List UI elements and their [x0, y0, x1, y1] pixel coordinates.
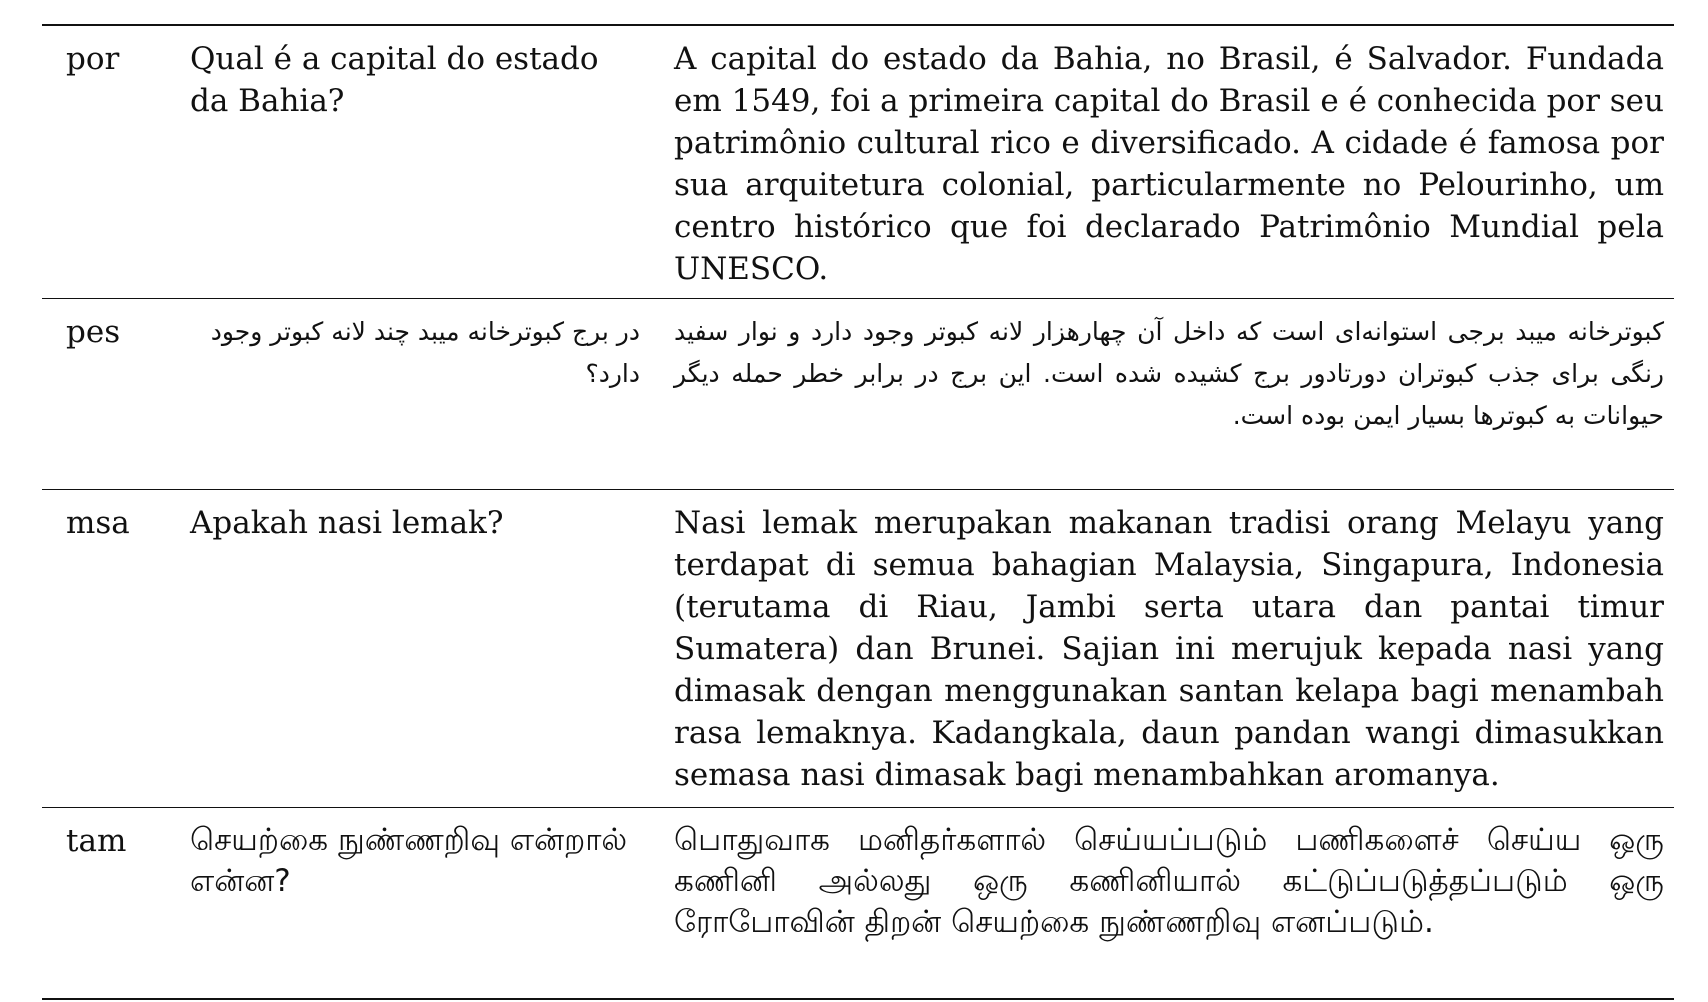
table-row-por: [42, 26, 1674, 298]
answer-cell: Nasi lemak merupakan makanan tradisi orang Melayu yang terdapat di semua bahagian Malaysia, Singapura, Indonesia (terutama di Riau, Jambi serta utara dan pantai timur Sumatera) dan Brunei. Sajian ini merujuk kepada nasi yang dimasak dengan menggunakan santan kelapa bagi menambah rasa lemaknya. Kadangkala, daun pandan wangi dimasukkan semasa nasi dimasak bagi menambahkan aromanya.: [674, 505, 1664, 793]
table-bottom-rule: [42, 998, 1674, 1000]
language-code: msa: [66, 505, 130, 541]
qa-table: [42, 24, 1674, 1000]
answer-cell: A capital do estado da Bahia, no Brasil, é Salvador. Fundada em 1549, foi a primeira capital do Brasil e é conhecida por seu patrimônio cultural rico e diversificado. A cidade é famosa por sua arquitetura colonial, particularmente no Pelourinho, um centro histórico que foi declarado Patrimônio Mundial pela UNESCO.: [674, 41, 1664, 287]
question-cell: Apakah nasi lemak?: [190, 505, 504, 541]
language-code: pes: [66, 314, 121, 350]
table-row-msa: [42, 490, 1674, 807]
language-code: por: [66, 41, 120, 77]
question-cell: செயற்கை நுண்ணறிவு என்றால் என்ன?: [190, 822, 628, 899]
table-row-tam: [42, 808, 1674, 998]
question-cell: Qual é a capital do estado da Bahia?: [190, 41, 599, 119]
table-row-pes: [42, 299, 1674, 489]
question-cell: در برج کبوترخانه میبد چند لانه کبوتر وجود دارد؟: [210, 317, 640, 388]
language-code: tam: [66, 823, 127, 859]
answer-cell: کبوترخانه میبد برجی استوانه‌ای است که داخل آن چهارهزار لانه کبوتر وجود دارد و نوار سفید رنگی برای جذب کبوتران دورتادور برج کشیده شده است. این برج در برابر خطر حمله دیگر حیوانات به کبوترها بسیار ایمن بوده است.: [674, 317, 1664, 430]
answer-cell: பொதுவாக மனிதர்களால் செய்யப்படும் பணிகளைச் செய்ய ஒரு கணினி அல்லது ஒரு கணினியால் கட்டுப்படுத்தப்படும் ஒரு ரோபோவின் திறன் செயற்கை நுண்ணறிவு எனப்படும்.: [674, 822, 1664, 940]
